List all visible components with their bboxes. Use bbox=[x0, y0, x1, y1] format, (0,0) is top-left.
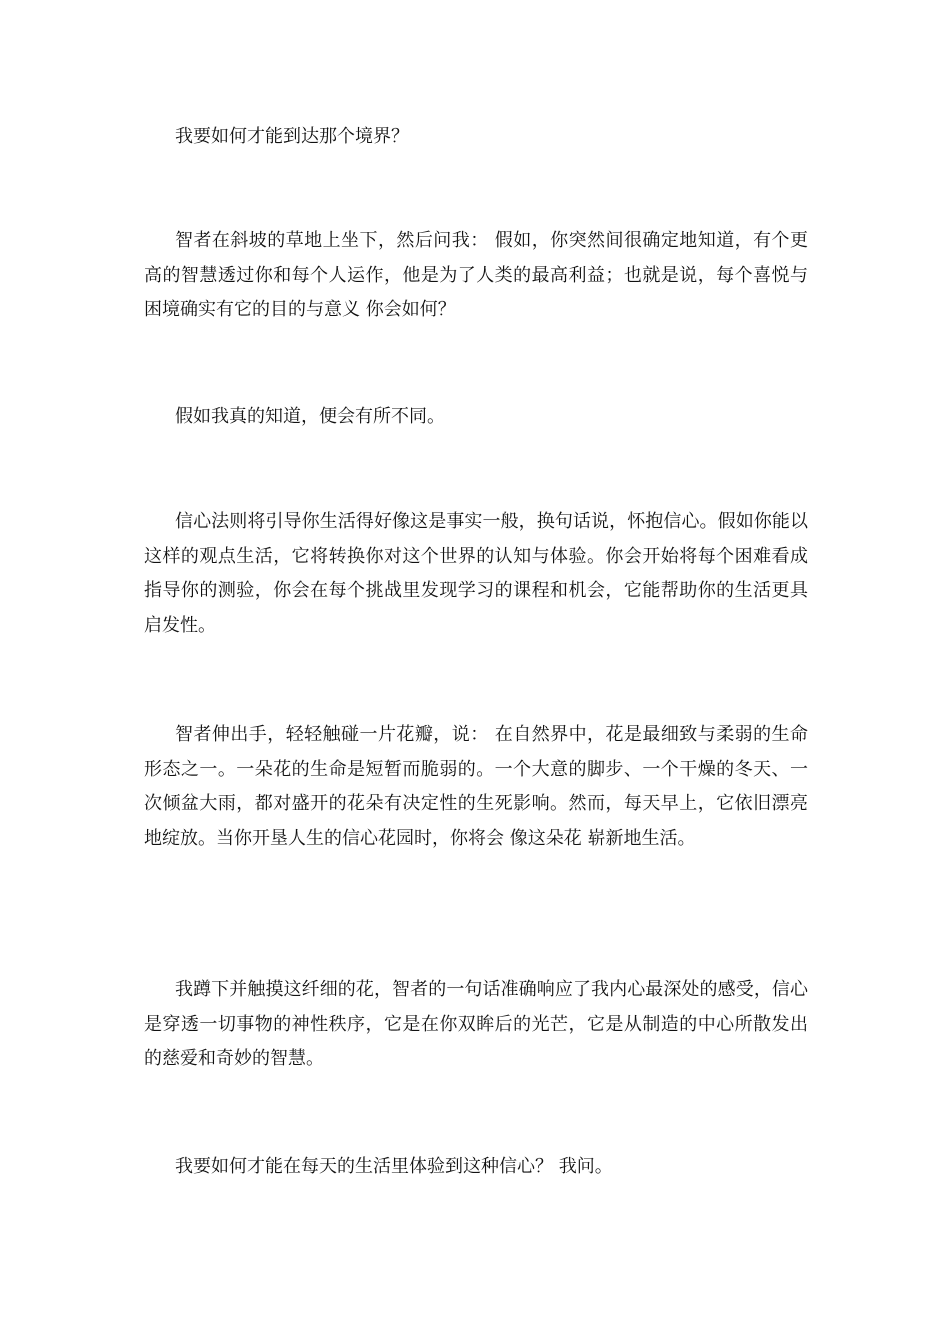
paragraph-touch-flower: 我蹲下并触摸这纤细的花，智者的一句话准确响应了我内心最深处的感受，信心是穿透一切事物的神性秩序，它是在你双眸后的光芒，它是从制造的中心所散发出的慈爱和奇妙的智慧。 bbox=[144, 979, 808, 1070]
paragraph-law-of-faith: 信心法则将引导你生活得好像这是事实一般，换句话说，怀抱信心。假如你能以这样的观点生活，它将转换你对这个世界的认知与体验。你会开始将每个困难看成指导你的测验，你会在每个挑战里发现学习的课程和机会，它能帮助你的生活更具启发性。 bbox=[144, 511, 808, 637]
paragraph-sage-asks: 智者在斜坡的草地上坐下，然后问我： 假如，你突然间很确定地知道，有个更高的智慧透过你和每个人运作，他是为了人类的最高利益；也就是说，每个喜悦与困境确实有它的目的与意义 你会如何？ bbox=[144, 230, 808, 321]
paragraph-question-reach-state: 我要如何才能到达那个境界？ bbox=[175, 126, 409, 147]
paragraph-reply: 假如我真的知道，便会有所不同。 bbox=[175, 406, 445, 427]
paragraph-flower-metaphor: 智者伸出手，轻轻触碰一片花瓣，说： 在自然界中，花是最细致与柔弱的生命形态之一。一朵花的生命是短暂而脆弱的。一个大意的脚步、一个干燥的冬天、一次倾盆大雨，都对盛开的花朵有决定性的生死影响。然而，每天早上，它依旧漂亮地绽放。当你开垦人生的信心花园时，你将会 像这朵花 崭新地生活。 bbox=[144, 724, 808, 850]
paragraph-question-daily-faith: 我要如何才能在每天的生活里体验到这种信心？ 我问。 bbox=[175, 1156, 613, 1177]
